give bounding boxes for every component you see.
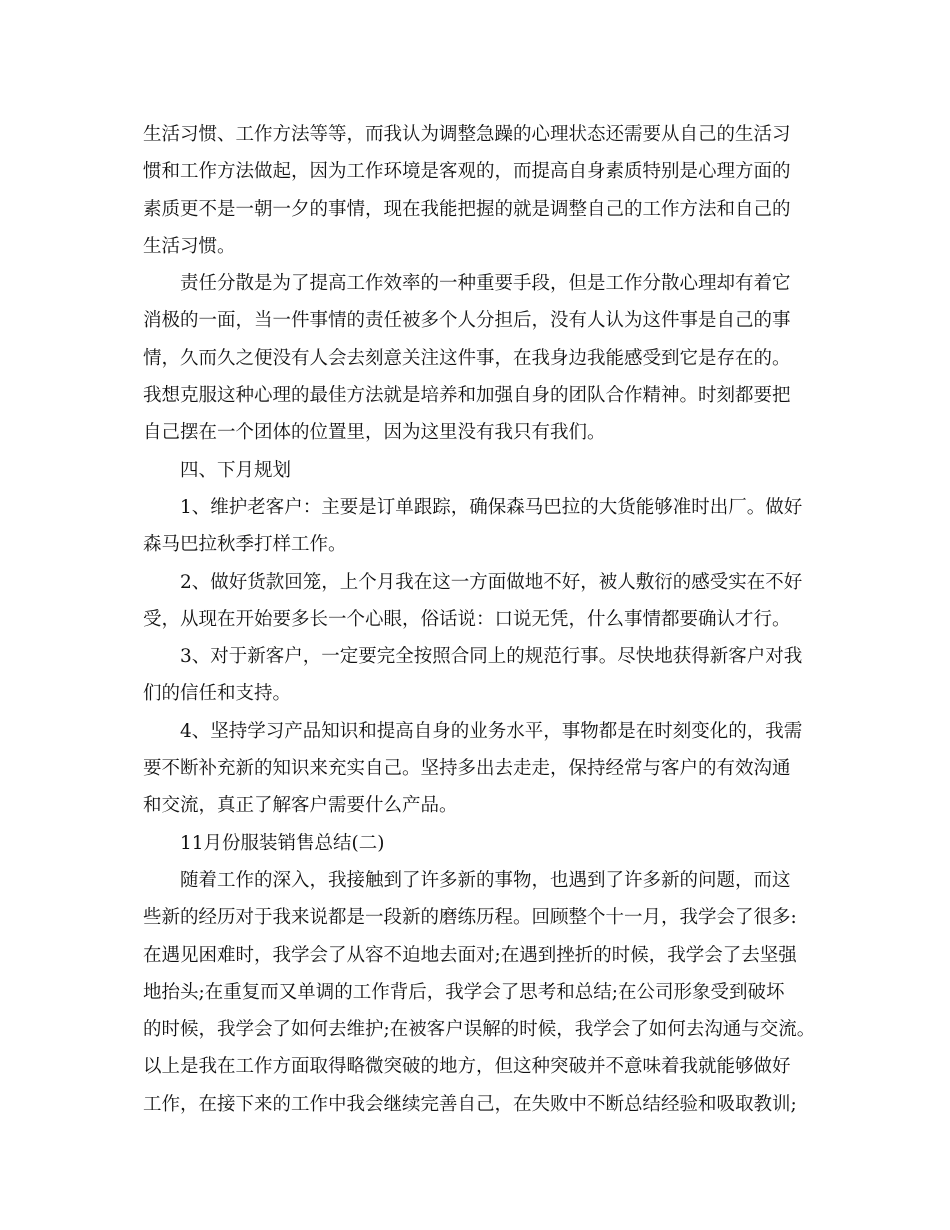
section-heading: 四、下月规划 xyxy=(180,459,292,481)
text-line: 的时候，我学会了如何去维护;在被客户误解的时候，我学会了如何去沟通与交流。 xyxy=(143,1019,816,1041)
text-line: 自己摆在一个团体的位置里，因为这里没有我只有我们。 xyxy=(143,422,606,444)
text-line: 我想克服这种心理的最佳方法就是培养和加强自身的团队合作精神。时刻都要把 xyxy=(143,385,791,407)
paragraph-start-line: 随着工作的深入，我接触到了许多新的事物，也遇到了许多新的问题，而这 xyxy=(180,869,791,891)
text-line: 受，从现在开始要多长一个心眼，俗话说：口说无凭，什么事情都要确认才行。 xyxy=(143,608,791,630)
text-line: 惯和工作方法做起，因为工作环境是客观的，而提高自身素质特别是心理方面的 xyxy=(143,161,791,183)
text-line: 在遇见困难时，我学会了从容不迫地去面对;在遇到挫折的时候，我学会了去坚强 xyxy=(143,944,797,966)
paragraph-start-line: 责任分散是为了提高工作效率的一种重要手段，但是工作分散心理却有着它 xyxy=(180,273,791,295)
text-line: 地抬头;在重复而又单调的工作背后，我学会了思考和总结;在公司形象受到破坏 xyxy=(143,981,785,1003)
text-line: 消极的一面，当一件事情的责任被多个人分担后，没有人认为这件事是自己的事 xyxy=(143,310,791,332)
plan-item-1: 1、维护老客户：主要是订单跟踪，确保森马巴拉的大货能够准时出厂。做好 xyxy=(180,496,803,518)
text-line: 生活习惯。 xyxy=(143,235,236,257)
text-line: 和交流，真正了解客户需要什么产品。 xyxy=(143,795,458,817)
text-line: 们的信任和支持。 xyxy=(143,683,292,705)
text-line: 以上是我在工作方面取得略微突破的地方，但这种突破并不意味着我就能够做好 xyxy=(143,1056,791,1078)
text-line: 森马巴拉秋季打样工作。 xyxy=(143,534,347,556)
text-line: 素质更不是一朝一夕的事情，现在我能把握的就是调整自己的工作方法和自己的 xyxy=(143,198,791,220)
plan-item-2: 2、做好货款回笼，上个月我在这一方面做地不好，被人敷衍的感受实在不好 xyxy=(180,571,803,593)
document-body xyxy=(143,116,816,1123)
text-line: 要不断补充新的知识来充实自己。坚持多出去走走，保持经常与客户的有效沟通 xyxy=(143,758,791,780)
plan-item-3: 3、对于新客户，一定要完全按照合同上的规范行事。尽快地获得新客户对我 xyxy=(180,646,803,668)
plan-item-4: 4、坚持学习产品知识和提高自身的业务水平，事物都是在时刻变化的，我需 xyxy=(180,720,803,742)
text-line: 些新的经历对于我来说都是一段新的磨练历程。回顾整个十一月，我学会了很多: xyxy=(143,907,797,929)
text-line: 情，久而久之便没有人会去刻意关注这件事，在我身边我能感受到它是存在的。 xyxy=(143,347,791,369)
text-line: 生活习惯、工作方法等等，而我认为调整急躁的心理状态还需要从自己的生活习 xyxy=(143,124,791,145)
section-title: 11月份服装销售总结(二) xyxy=(180,832,385,854)
text-line: 工作，在接下来的工作中我会继续完善自己，在失败中不断总结经验和吸取教训; xyxy=(143,1093,797,1115)
